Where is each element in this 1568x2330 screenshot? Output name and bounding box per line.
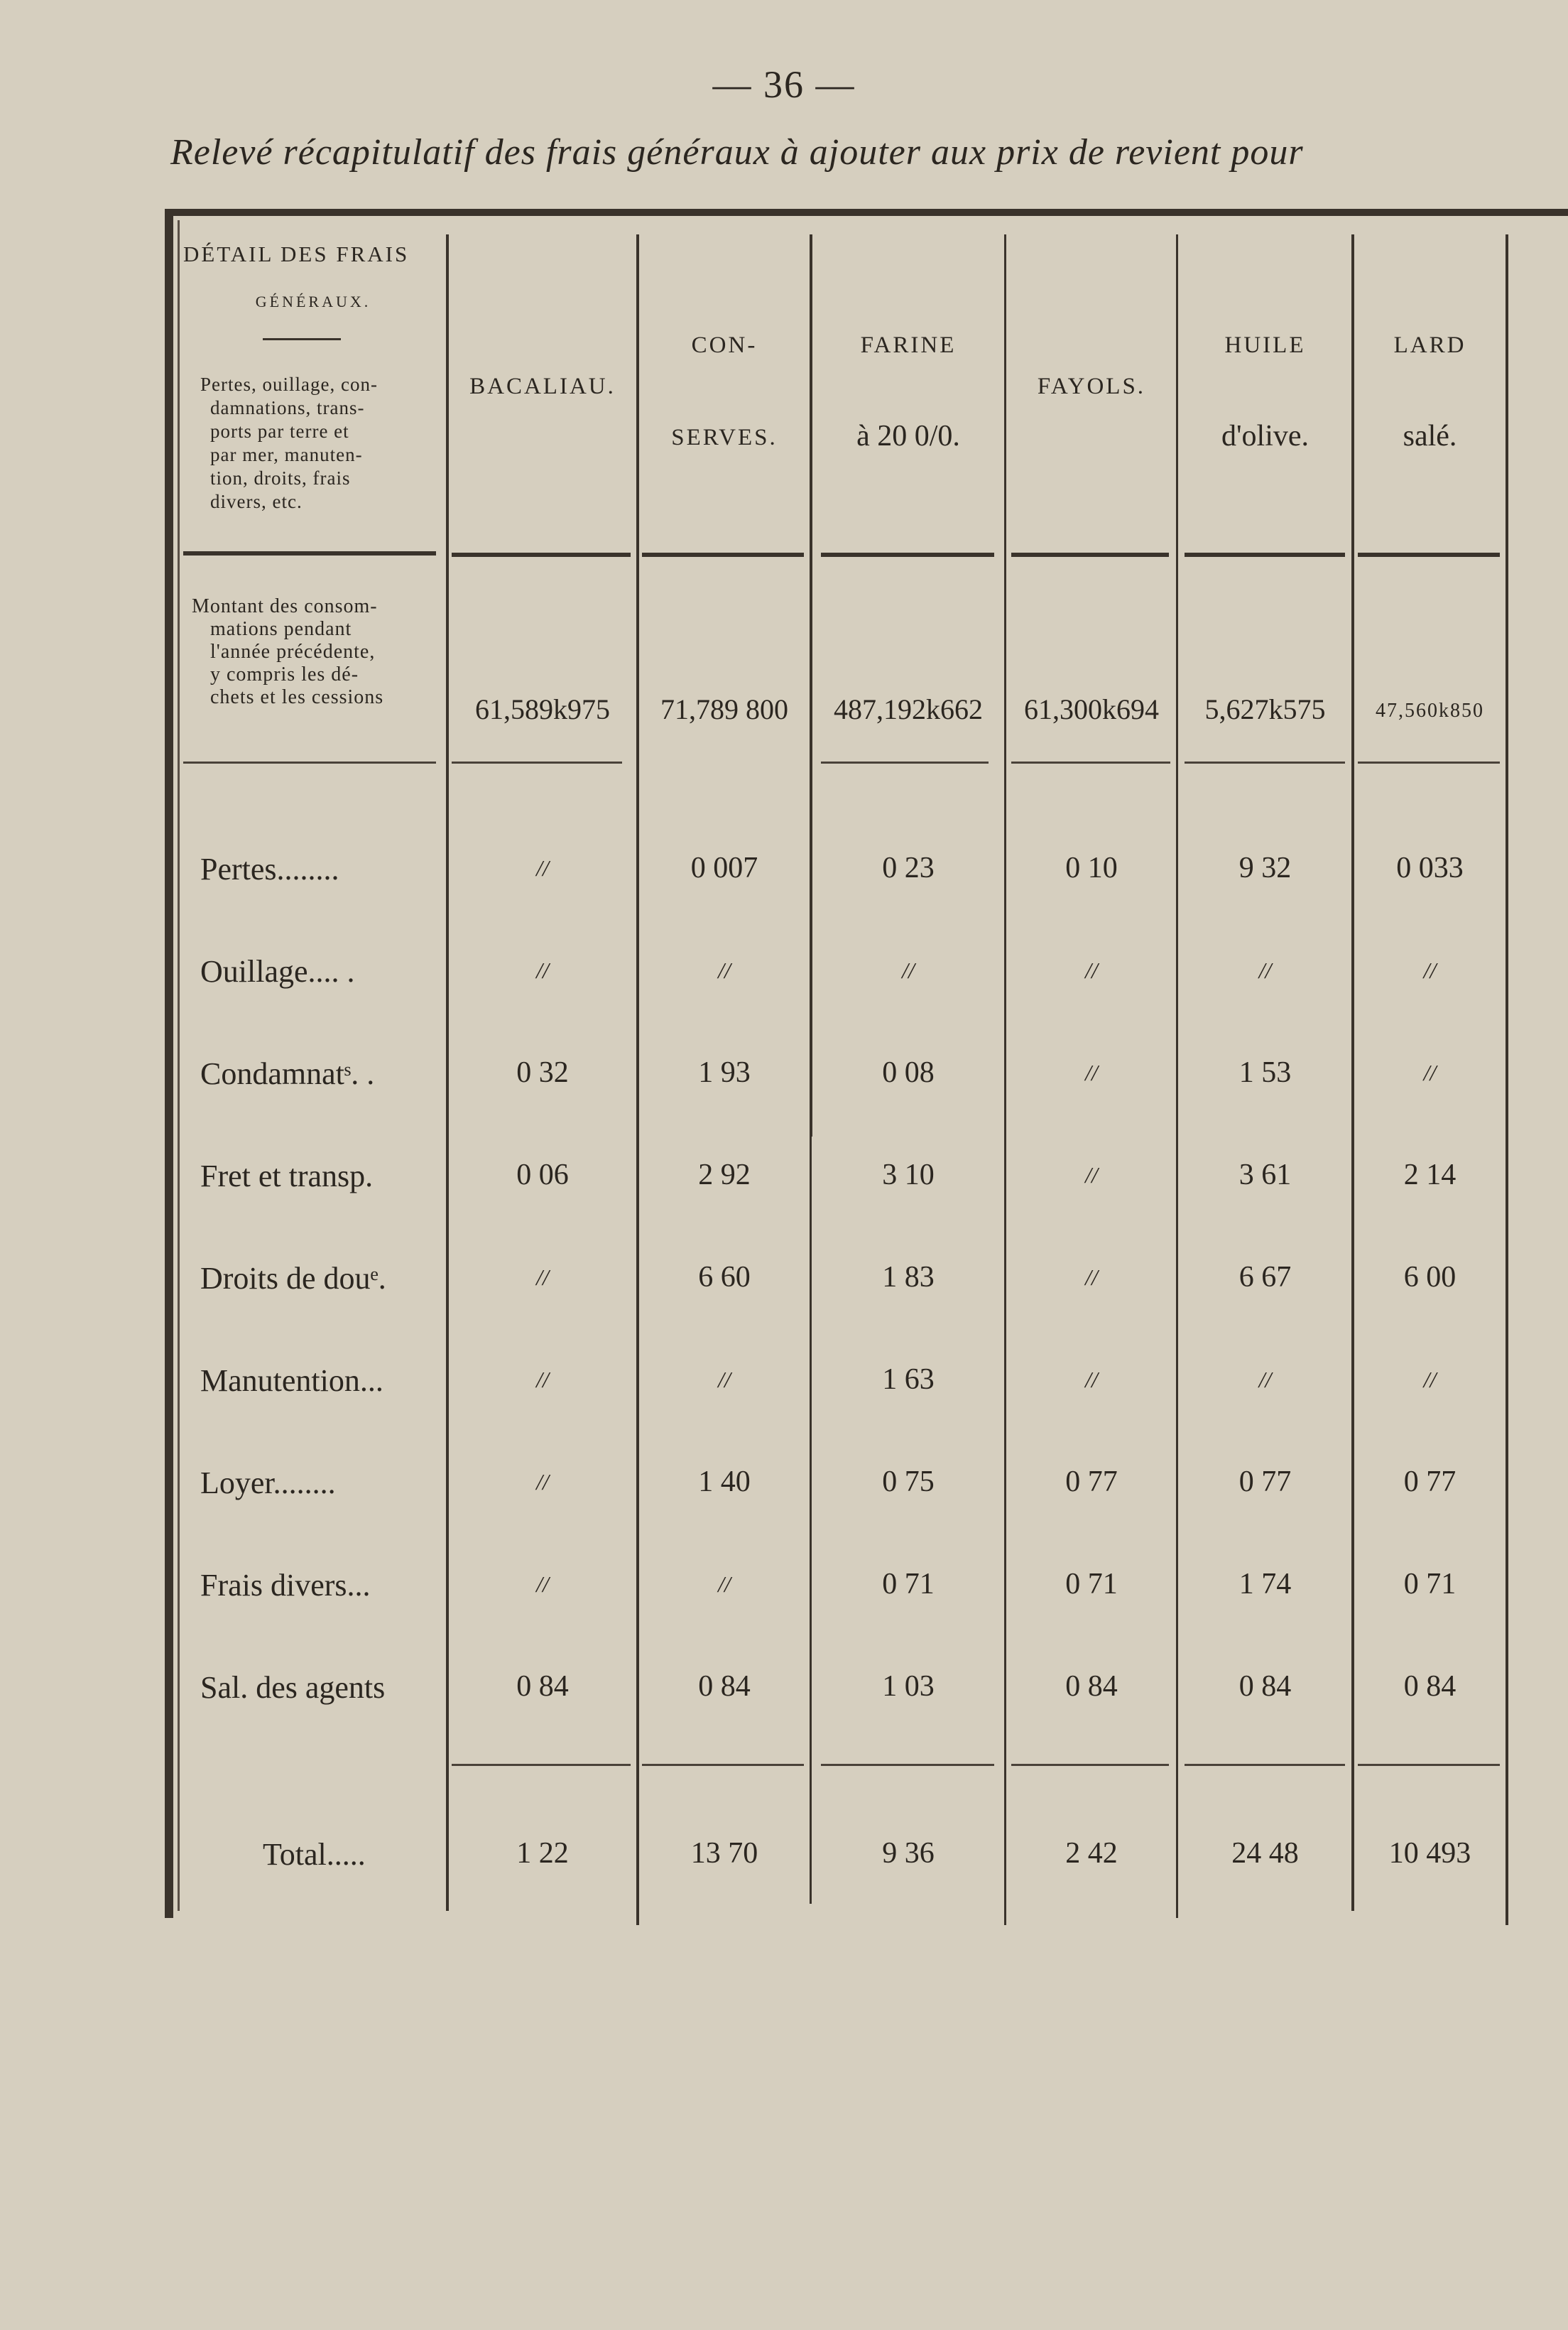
total-cell: 13 70: [690, 1837, 758, 1870]
header-rule: [1011, 553, 1169, 557]
table-cell: 0 10: [1065, 852, 1118, 884]
column-header-conserves-top: CON-: [691, 332, 758, 358]
column-separator: [810, 1137, 812, 1904]
column-separator: [1176, 234, 1178, 1918]
table-cell: //: [536, 958, 549, 983]
detail-desc-line: par mer, manuten-: [210, 444, 363, 465]
column-separator: [1004, 234, 1006, 1925]
table-cell: 1 53: [1238, 1056, 1292, 1089]
montant-value: 71,789 800: [660, 693, 788, 725]
table-cell: 0 84: [516, 1670, 569, 1703]
column-separator: [810, 234, 812, 1137]
table-cell: //: [536, 855, 549, 881]
montant-value: 487,192k662: [834, 693, 983, 725]
table-cell: 0 77: [1238, 1465, 1292, 1498]
row-label: Ouillage.... .: [200, 954, 355, 989]
table-cell: //: [1423, 1060, 1437, 1085]
table-cell: 0 06: [516, 1159, 569, 1191]
column-header-huile-bottom: d'olive.: [1221, 420, 1310, 453]
table-cell: //: [718, 1571, 731, 1597]
row-label: Droits de douᵉ.: [200, 1261, 386, 1296]
row-label: Sal. des agents: [200, 1670, 386, 1705]
montant-label-line: mations pendant: [210, 618, 352, 640]
table-cell: //: [718, 1367, 731, 1392]
table-cell: 0 84: [1403, 1670, 1457, 1703]
montant-rule: [1185, 762, 1345, 764]
header-rule: [821, 553, 994, 557]
table-cell: 0 32: [516, 1056, 569, 1089]
detail-desc-line: damnations, trans-: [210, 397, 365, 418]
total-rule: [821, 1764, 994, 1766]
table-cell: //: [1423, 1367, 1437, 1392]
table-cell: 6 00: [1403, 1261, 1457, 1294]
table-cell: //: [902, 958, 915, 983]
row-label: Manutention...: [200, 1363, 383, 1398]
montant-rule: [183, 762, 436, 764]
column-header-lard-top: LARD: [1393, 332, 1466, 358]
table-cell: 0 77: [1403, 1465, 1457, 1498]
montant-rule: [1358, 762, 1500, 764]
page-number: — 36 —: [712, 63, 856, 106]
table-cell: 9 32: [1238, 852, 1292, 884]
montant-value: 61,300k694: [1024, 693, 1159, 725]
table-cell: //: [1423, 958, 1437, 983]
table-cell: 3 61: [1238, 1159, 1292, 1191]
table-rule-top: [170, 209, 1568, 216]
table-cell: //: [1085, 1060, 1098, 1085]
table-cell: 0 23: [882, 852, 935, 884]
column-separator: [1506, 234, 1508, 1925]
row-label: Fret et transp.: [200, 1159, 374, 1193]
column-header-farine-top: FARINE: [860, 332, 957, 358]
table-cell: 2 14: [1403, 1159, 1457, 1191]
column-header-conserves-bottom: SERVES.: [671, 425, 778, 450]
table-cell: 0 77: [1065, 1465, 1118, 1498]
table-cell: 0 71: [882, 1568, 935, 1600]
table-cell: 2 92: [698, 1159, 751, 1191]
table-cell: 6 67: [1238, 1261, 1292, 1294]
header-rule: [452, 553, 631, 557]
table-cell: 0 71: [1403, 1568, 1457, 1600]
total-cell: 24 48: [1231, 1837, 1299, 1870]
column-header-bacaliau: BACALIAU.: [469, 374, 616, 399]
row-label: Pertes........: [200, 852, 339, 887]
table-cell: 0 71: [1065, 1568, 1118, 1600]
table-cell: //: [1085, 1367, 1098, 1392]
table-cell: //: [1258, 958, 1272, 983]
total-cell: 1 22: [516, 1837, 569, 1870]
row-label: Loyer........: [200, 1465, 336, 1500]
total-cell: 2 42: [1065, 1837, 1118, 1870]
montant-label-line: chets et les cessions: [210, 686, 384, 708]
table-cell: //: [1085, 958, 1098, 983]
table-cell: //: [1258, 1367, 1272, 1392]
row-label: Condamnatˢ. .: [200, 1056, 375, 1091]
montant-value: 61,589k975: [475, 693, 610, 725]
table-cell: 1 63: [882, 1363, 935, 1396]
montant-label: [192, 595, 447, 709]
column-header-farine-bottom: à 20 0/0.: [856, 420, 960, 453]
page-heading: Relevé récapitulatif des frais généraux à ajouter aux prix de revient pour: [170, 132, 1304, 173]
table-cell: 0 033: [1396, 852, 1464, 884]
detail-desc-line: Pertes, ouillage, con-: [200, 374, 378, 395]
montant-label-line: y compris les dé-: [210, 663, 359, 686]
header-rule: [1358, 553, 1500, 557]
table-cell: 1 40: [698, 1465, 751, 1498]
detail-description: [192, 373, 443, 514]
table-cell: //: [1085, 1264, 1098, 1290]
total-label: Total.....: [263, 1837, 366, 1872]
detail-desc-line: divers, etc.: [210, 491, 303, 512]
table-rule-left: [165, 209, 173, 1918]
montant-value: 47,560k850: [1376, 700, 1484, 722]
table-cell: //: [536, 1469, 549, 1495]
montant-rule: [452, 762, 622, 764]
table-cell: //: [1085, 1162, 1098, 1188]
detail-desc-line: ports par terre et: [210, 421, 349, 442]
table-cell: 0 84: [698, 1670, 751, 1703]
row-label: Frais divers...: [200, 1568, 371, 1603]
column-header-huile-top: HUILE: [1224, 332, 1306, 358]
montant-label-line: Montant des consom-: [192, 595, 378, 617]
table-cell: 1 03: [882, 1670, 935, 1703]
table-cell: //: [536, 1367, 549, 1392]
header-rule: [183, 551, 436, 556]
table-cell: //: [536, 1571, 549, 1597]
total-cell: 10 493: [1388, 1837, 1471, 1870]
table-cell: 1 83: [882, 1261, 935, 1294]
montant-value: 5,627k575: [1204, 693, 1326, 725]
column-header-fayols: FAYOLS.: [1037, 374, 1146, 399]
table-cell: 1 74: [1238, 1568, 1292, 1600]
table-cell: 6 60: [698, 1261, 751, 1294]
table-cell: 0 08: [882, 1056, 935, 1089]
detail-title: DÉTAIL DES FRAIS: [183, 242, 410, 266]
montant-label-line: l'année précédente,: [210, 641, 376, 663]
table-cell: 1 93: [698, 1056, 751, 1089]
montant-rule: [1011, 762, 1170, 764]
detail-desc-line: tion, droits, frais: [210, 467, 351, 489]
table-cell: 0 75: [882, 1465, 935, 1498]
total-rule: [1358, 1764, 1500, 1766]
table-cell: 0 84: [1238, 1670, 1292, 1703]
table-cell: 0 84: [1065, 1670, 1118, 1703]
column-header-lard-bottom: salé.: [1403, 420, 1457, 453]
table-cell: 3 10: [882, 1159, 935, 1191]
total-rule: [452, 1764, 631, 1766]
table-cell: //: [536, 1264, 549, 1290]
header-rule: [642, 553, 804, 557]
montant-rule: [821, 762, 989, 764]
total-rule: [642, 1764, 804, 1766]
total-cell: 9 36: [882, 1837, 935, 1870]
detail-subtitle: GÉNÉRAUX.: [255, 293, 371, 310]
total-rule: [1185, 1764, 1345, 1766]
table-rule-left-inner: [178, 220, 180, 1911]
table-cell: //: [718, 958, 731, 983]
detail-dash: [263, 338, 341, 340]
total-rule: [1011, 1764, 1169, 1766]
header-rule: [1185, 553, 1345, 557]
table-cell: 0 007: [690, 852, 758, 884]
